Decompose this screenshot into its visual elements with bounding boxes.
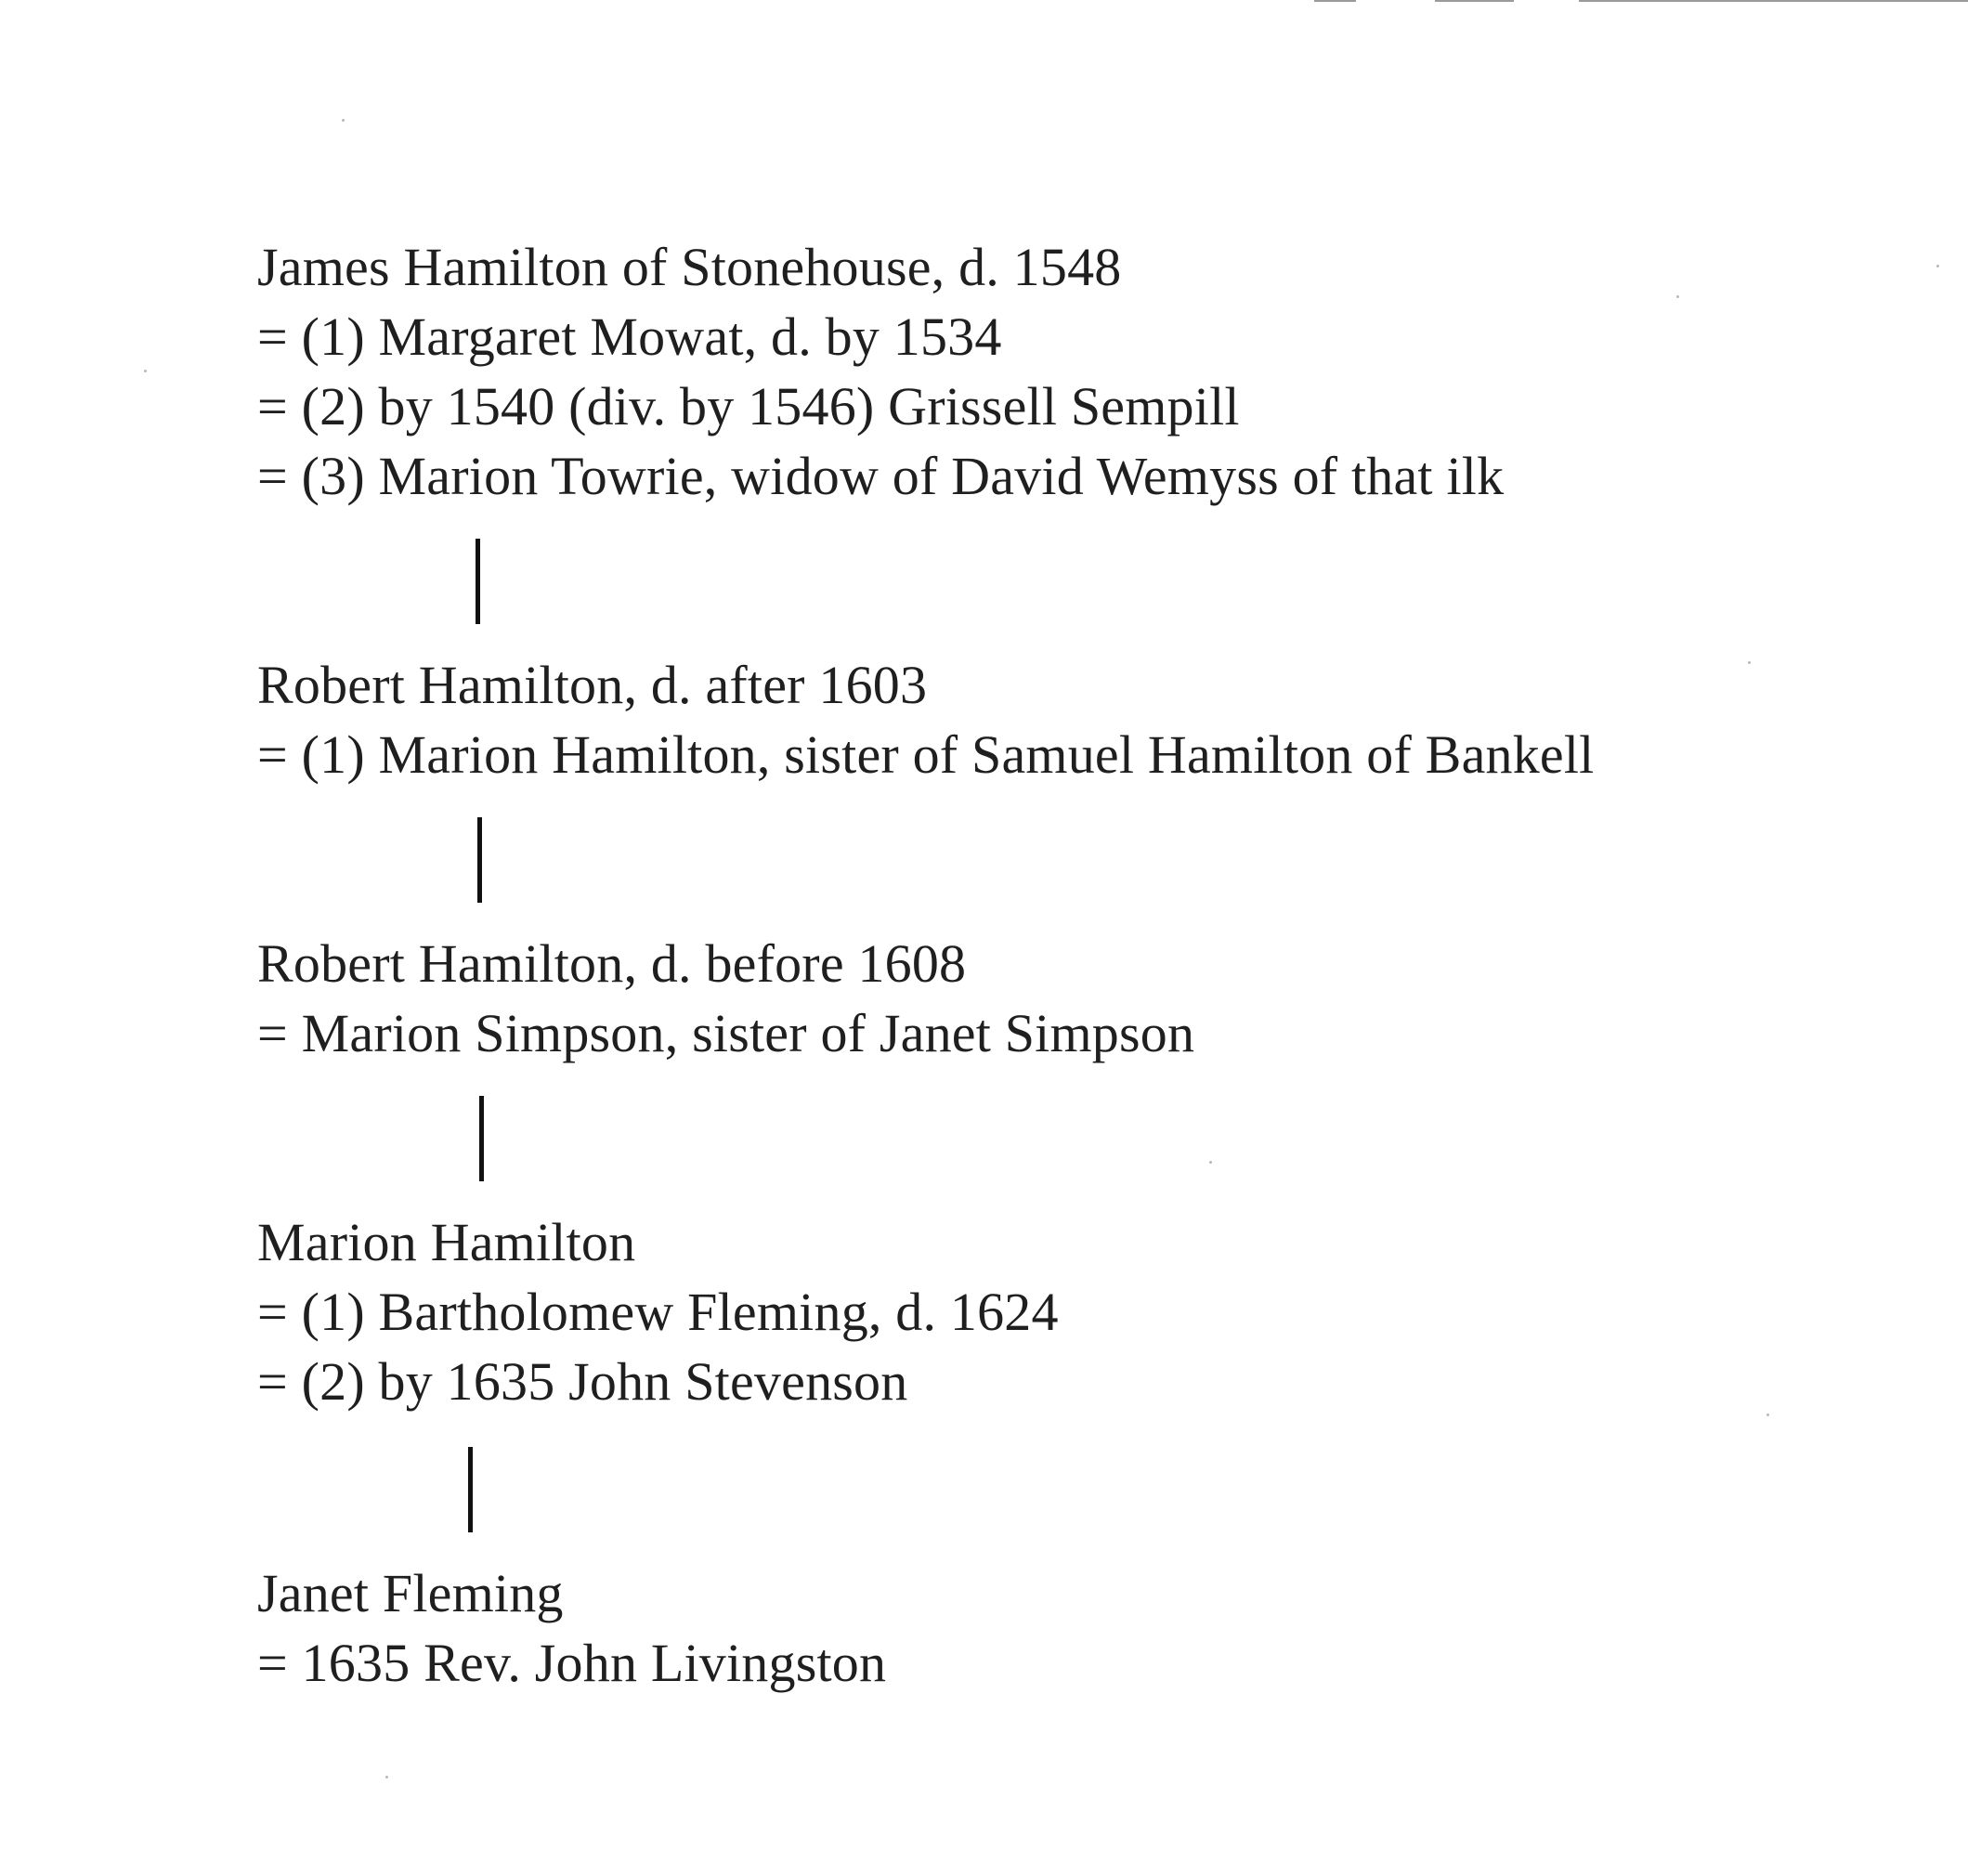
scan-edge-mark: [1435, 0, 1514, 2]
person-name: Marion Hamilton: [257, 1212, 636, 1272]
descent-line: [468, 1447, 473, 1532]
marriage-line: = (1) Margaret Mowat, d. by 1534: [257, 306, 1002, 367]
generation-5: [257, 1558, 886, 1698]
marriage-line: = (2) by 1540 (div. by 1546) Grissell Sempill: [257, 376, 1240, 436]
scan-speck: [1766, 1414, 1769, 1416]
descent-line: [479, 1096, 484, 1181]
marriage-line: = (1) Bartholomew Fleming, d. 1624: [257, 1282, 1059, 1342]
marriage-line: = Marion Simpson, sister of Janet Simpson: [257, 1003, 1195, 1063]
person-name: Robert Hamilton, d. after 1603: [257, 655, 928, 715]
marriage-line: = (1) Marion Hamilton, sister of Samuel Hamilton of Bankell: [257, 724, 1595, 785]
scan-speck: [1748, 661, 1751, 664]
marriage-line: = (2) by 1635 John Stevenson: [257, 1351, 908, 1412]
scan-speck: [144, 370, 147, 372]
scan-speck: [1209, 1161, 1212, 1164]
scan-speck: [342, 119, 345, 122]
generation-3: [257, 929, 1194, 1068]
person-name: James Hamilton of Stonehouse, d. 1548: [257, 237, 1122, 297]
scan-speck: [385, 1776, 388, 1778]
generation-2: [257, 650, 1594, 789]
descent-line: [477, 817, 482, 903]
marriage-line: = (3) Marion Towrie, widow of David Wemyss of that ilk: [257, 446, 1505, 506]
generation-1: [257, 232, 1504, 511]
marriage-line: = 1635 Rev. John Livingston: [257, 1633, 887, 1693]
descent-line: [476, 539, 480, 624]
person-name: Robert Hamilton, d. before 1608: [257, 933, 967, 994]
scan-edge-mark: [1579, 0, 1968, 2]
scan-edge-mark: [1314, 0, 1356, 2]
scan-speck: [1936, 265, 1939, 267]
person-name: Janet Fleming: [257, 1563, 564, 1623]
scan-speck: [1676, 295, 1679, 298]
generation-4: [257, 1207, 1059, 1416]
